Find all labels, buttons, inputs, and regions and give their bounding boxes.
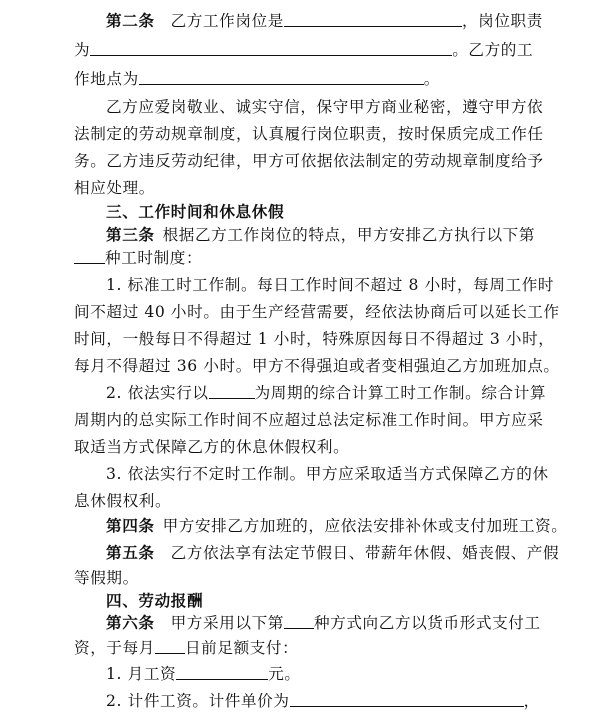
blank-job-duties[interactable] — [90, 38, 452, 56]
item-line: 每月不得超过 36 小时。甲方不得强迫或者变相强迫乙方加班加点。 — [74, 357, 560, 375]
article-6-line-1: 第六条 甲方采用以下第 种方式向乙方以货币形式支付工 — [106, 611, 608, 635]
item-2-line-1: 2. 依法实行以 为周期的综合计算工时工作制。综合计算 — [106, 381, 608, 405]
item-line: 取适当方式保障乙方的休息休假权利。 — [74, 438, 350, 456]
article-2-line-1: 第二条 乙方工作岗位是 ，岗位职责 — [106, 9, 608, 33]
paragraph-line: 相应处理。 — [74, 179, 155, 197]
article-heading: 第二条 — [106, 12, 155, 30]
article-heading: 第四条 — [106, 517, 155, 535]
section-heading: 三、工作时间和休息休假 — [106, 203, 285, 221]
article-4-line-1: 第四条 甲方安排乙方加班的，应依法安排补休或支付加班工资。 — [106, 517, 568, 535]
blank-payment-option[interactable] — [284, 611, 314, 629]
blank-pay-day[interactable] — [155, 636, 185, 654]
blank-working-hours-option[interactable] — [74, 246, 105, 264]
article-heading: 第三条 — [106, 226, 155, 244]
article-2-line-2: 为 。乙方的工 — [74, 38, 608, 62]
item-line: 间不超过 40 小时。由于生产经营需要，经依法协商后可以延长工作 — [74, 303, 560, 321]
blank-piece-rate[interactable] — [290, 689, 524, 707]
item-line: 1. 标准工时工作制。每日工作时间不超过 8 小时，每周工作时 — [106, 276, 555, 294]
pay-item-2: 2. 计件工资。计件单价为 ， — [106, 689, 608, 713]
article-6-line-2: 资，于每月 日前足额支付： — [74, 636, 608, 660]
item-line: 时间，一般每日不得超过 1 小时，特殊原因每日不得超过 3 小时， — [74, 330, 555, 348]
blank-job-position[interactable] — [284, 9, 462, 27]
article-3-line-2: 种工时制度： — [74, 246, 608, 270]
item-line: 周期内的总实际工作时间不应超过总法定标准工作时间。甲方应采 — [74, 411, 544, 429]
item-line: 息休假权利。 — [74, 492, 172, 510]
paragraph-line: 法制定的劳动规章制度，认真履行岗位职责，按时保质完成工作任 — [74, 125, 544, 143]
article-5-line-2: 等假期。 — [74, 569, 139, 587]
article-heading: 第五条 — [106, 544, 155, 562]
article-3-line-1: 第三条 根据乙方工作岗位的特点，甲方安排乙方执行以下第 — [106, 226, 536, 244]
paragraph-line: 乙方应爱岗敬业、诚实守信，保守甲方商业秘密，遵守甲方依 — [106, 98, 544, 116]
blank-period[interactable] — [209, 381, 255, 399]
article-5-line-1: 第五条 乙方依法享有法定节假日、带薪年休假、婚丧假、产假 — [106, 544, 560, 562]
article-2-line-3: 作地点为 。 — [74, 67, 608, 91]
paragraph-line: 务。乙方违反劳动纪律，甲方可依据依法制定的劳动规章制度给予 — [74, 152, 544, 170]
item-line: 3. 依法实行不定时工作制。甲方应采取适当方式保障乙方的休 — [106, 465, 549, 483]
blank-work-location[interactable] — [139, 67, 424, 85]
pay-item-1: 1. 月工资 元。 — [106, 662, 608, 686]
section-heading: 四、劳动报酬 — [106, 592, 204, 610]
article-heading: 第六条 — [106, 614, 155, 632]
blank-monthly-wage[interactable] — [176, 662, 268, 680]
